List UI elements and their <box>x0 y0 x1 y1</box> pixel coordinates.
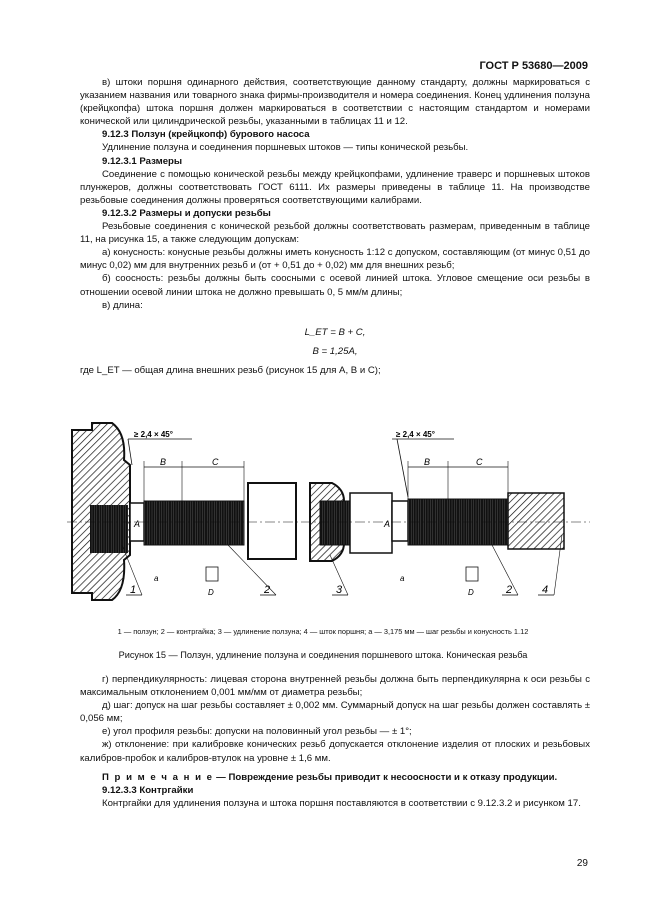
body-text-top <box>80 76 590 377</box>
paragraph: г) перпендикулярность: лицевая сторона внутренней резьбы должна быть перпендикулярна к оси резьбы с максимальным отклонением 0,001 мм/мм от диаметра резьбы; <box>80 674 590 699</box>
paragraph: Резьбовые соединения с конической резьбой должны соответствовать размерам, приведенным в таблице 11, на рисунка 15, а также следующим допускам: <box>80 221 590 246</box>
piston-rod <box>508 493 564 549</box>
section-heading: 9.12.3.3 Контргайки <box>102 784 194 796</box>
paragraph: в) штоки поршня одинарного действия, соответствующие данному стандарту, должны маркироваться с указанием названия или товарного знака фирмы-производителя и номера соединения. Конец удлинения ползуна (крейцкопфа) штока поршня должен маркироваться в соответствии с настоящим стандартом и номерами конической или цилиндрической резьбы, указанными в таблицах 11 и 12. <box>80 77 590 128</box>
body-text-bottom <box>80 673 590 810</box>
dim-a-label: A <box>134 519 141 529</box>
pitch-label: a <box>400 574 405 583</box>
page-number: 29 <box>576 858 588 869</box>
dim-a-label: A <box>384 519 391 529</box>
paragraph: Контргайки для удлинения ползуна и штока поршня поставляются в соответствии с 9.12.3.2 и рисунком 17. <box>102 797 581 809</box>
formula: L_ET = B + C, <box>304 326 366 338</box>
paragraph: а) конусность: конусные резьбы должны иметь конусность 1:12 с допуском, составляющим (от минус 0,51 до минус 0,02) мм для внутренних резьб и (от + 0,51 до + 0,02) мм для внешних резьб; <box>80 247 590 272</box>
chamfer-label: ≥ 2,4 × 45° <box>396 430 435 439</box>
external-thread <box>144 501 244 545</box>
paragraph: д) шаг: допуск на шаг резьбы составляет ± 0,002 мм. Суммарный допуск на шаг резьбы должен составлять ± 0,056 мм; <box>80 700 591 725</box>
paragraph: где L_ET — общая длина внешних резьб (рисунок 15 для A, B и C); <box>80 364 381 376</box>
dim-b-label: B <box>424 457 431 467</box>
paragraph: ж) отклонение: при калибровке конических резьб допускается отклонение изделия от плоских и резьбовых калибров-пробок и калибров-втулок на уровне ± 1,6 мм. <box>80 739 590 764</box>
paragraph: б) соосность: резьбы должны быть соосными с осевой линией штока. Угловое смещение оси резьбы в отношении осевой линии штока не должно превышать 0, 5 мм/м длины; <box>80 273 590 298</box>
callout-3: 3 <box>336 584 343 596</box>
chamfer-label: ≥ 2,4 × 45° <box>134 430 173 439</box>
figure-legend: 1 — ползун; 2 — контргайка; 3 — удлинение ползуна; 4 — шток поршня; a — 3,175 мм — шаг резьбы и конусность 1.12 <box>117 627 529 636</box>
dim-c-label: C <box>476 457 483 467</box>
callout-2: 2 <box>506 584 513 596</box>
note <box>80 771 590 784</box>
dim-c-label: C <box>212 457 219 467</box>
figure-caption: Рисунок 15 — Ползун, удлинение ползуна и соединения поршневого штока. Коническая резьба <box>118 650 528 660</box>
note-text: — Повреждение резьбы приводит к несоосности и к отказу продукции. <box>213 771 558 783</box>
section-heading: 9.12.3 Ползун (крейцкопф) бурового насоса <box>102 129 310 141</box>
dim-b-label: B <box>160 457 167 467</box>
document-header: ГОСТ Р 53680—2009 <box>479 60 588 72</box>
section-heading: 9.12.3.1 Размеры <box>102 155 183 167</box>
dim-d-label: D <box>468 588 474 597</box>
pitch-label: a <box>154 574 159 583</box>
callout-1: 1 <box>130 584 137 596</box>
locknut <box>248 483 296 559</box>
callout-4: 4 <box>542 584 549 596</box>
section-heading: 9.12.3.2 Размеры и допуски резьбы <box>102 207 271 219</box>
crosshead-part <box>72 423 130 600</box>
thread-figure <box>62 405 592 617</box>
paragraph: Удлинение ползуна и соединения поршневых штоков — типы конической резьбы. <box>102 142 469 154</box>
callout-2: 2 <box>264 584 271 596</box>
formula: B = 1,25A, <box>312 345 358 357</box>
note-label: П р и м е ч а н и е <box>102 771 214 783</box>
paragraph: е) угол профиля резьбы: допуски на половинный угол резьбы — ± 1°; <box>102 726 412 738</box>
dim-d-label: D <box>208 588 214 597</box>
paragraph: Соединение с помощью конической резьбы между крейцкопфами, удлинение траверс и поршневых штоков плунжеров, должны соответствовать ГОСТ 6111. Их размеры приведены в таблице 11. На производстве резьбовые соединения должны проверяться соответствующими калибрами. <box>80 168 590 206</box>
paragraph: в) длина: <box>102 299 143 311</box>
